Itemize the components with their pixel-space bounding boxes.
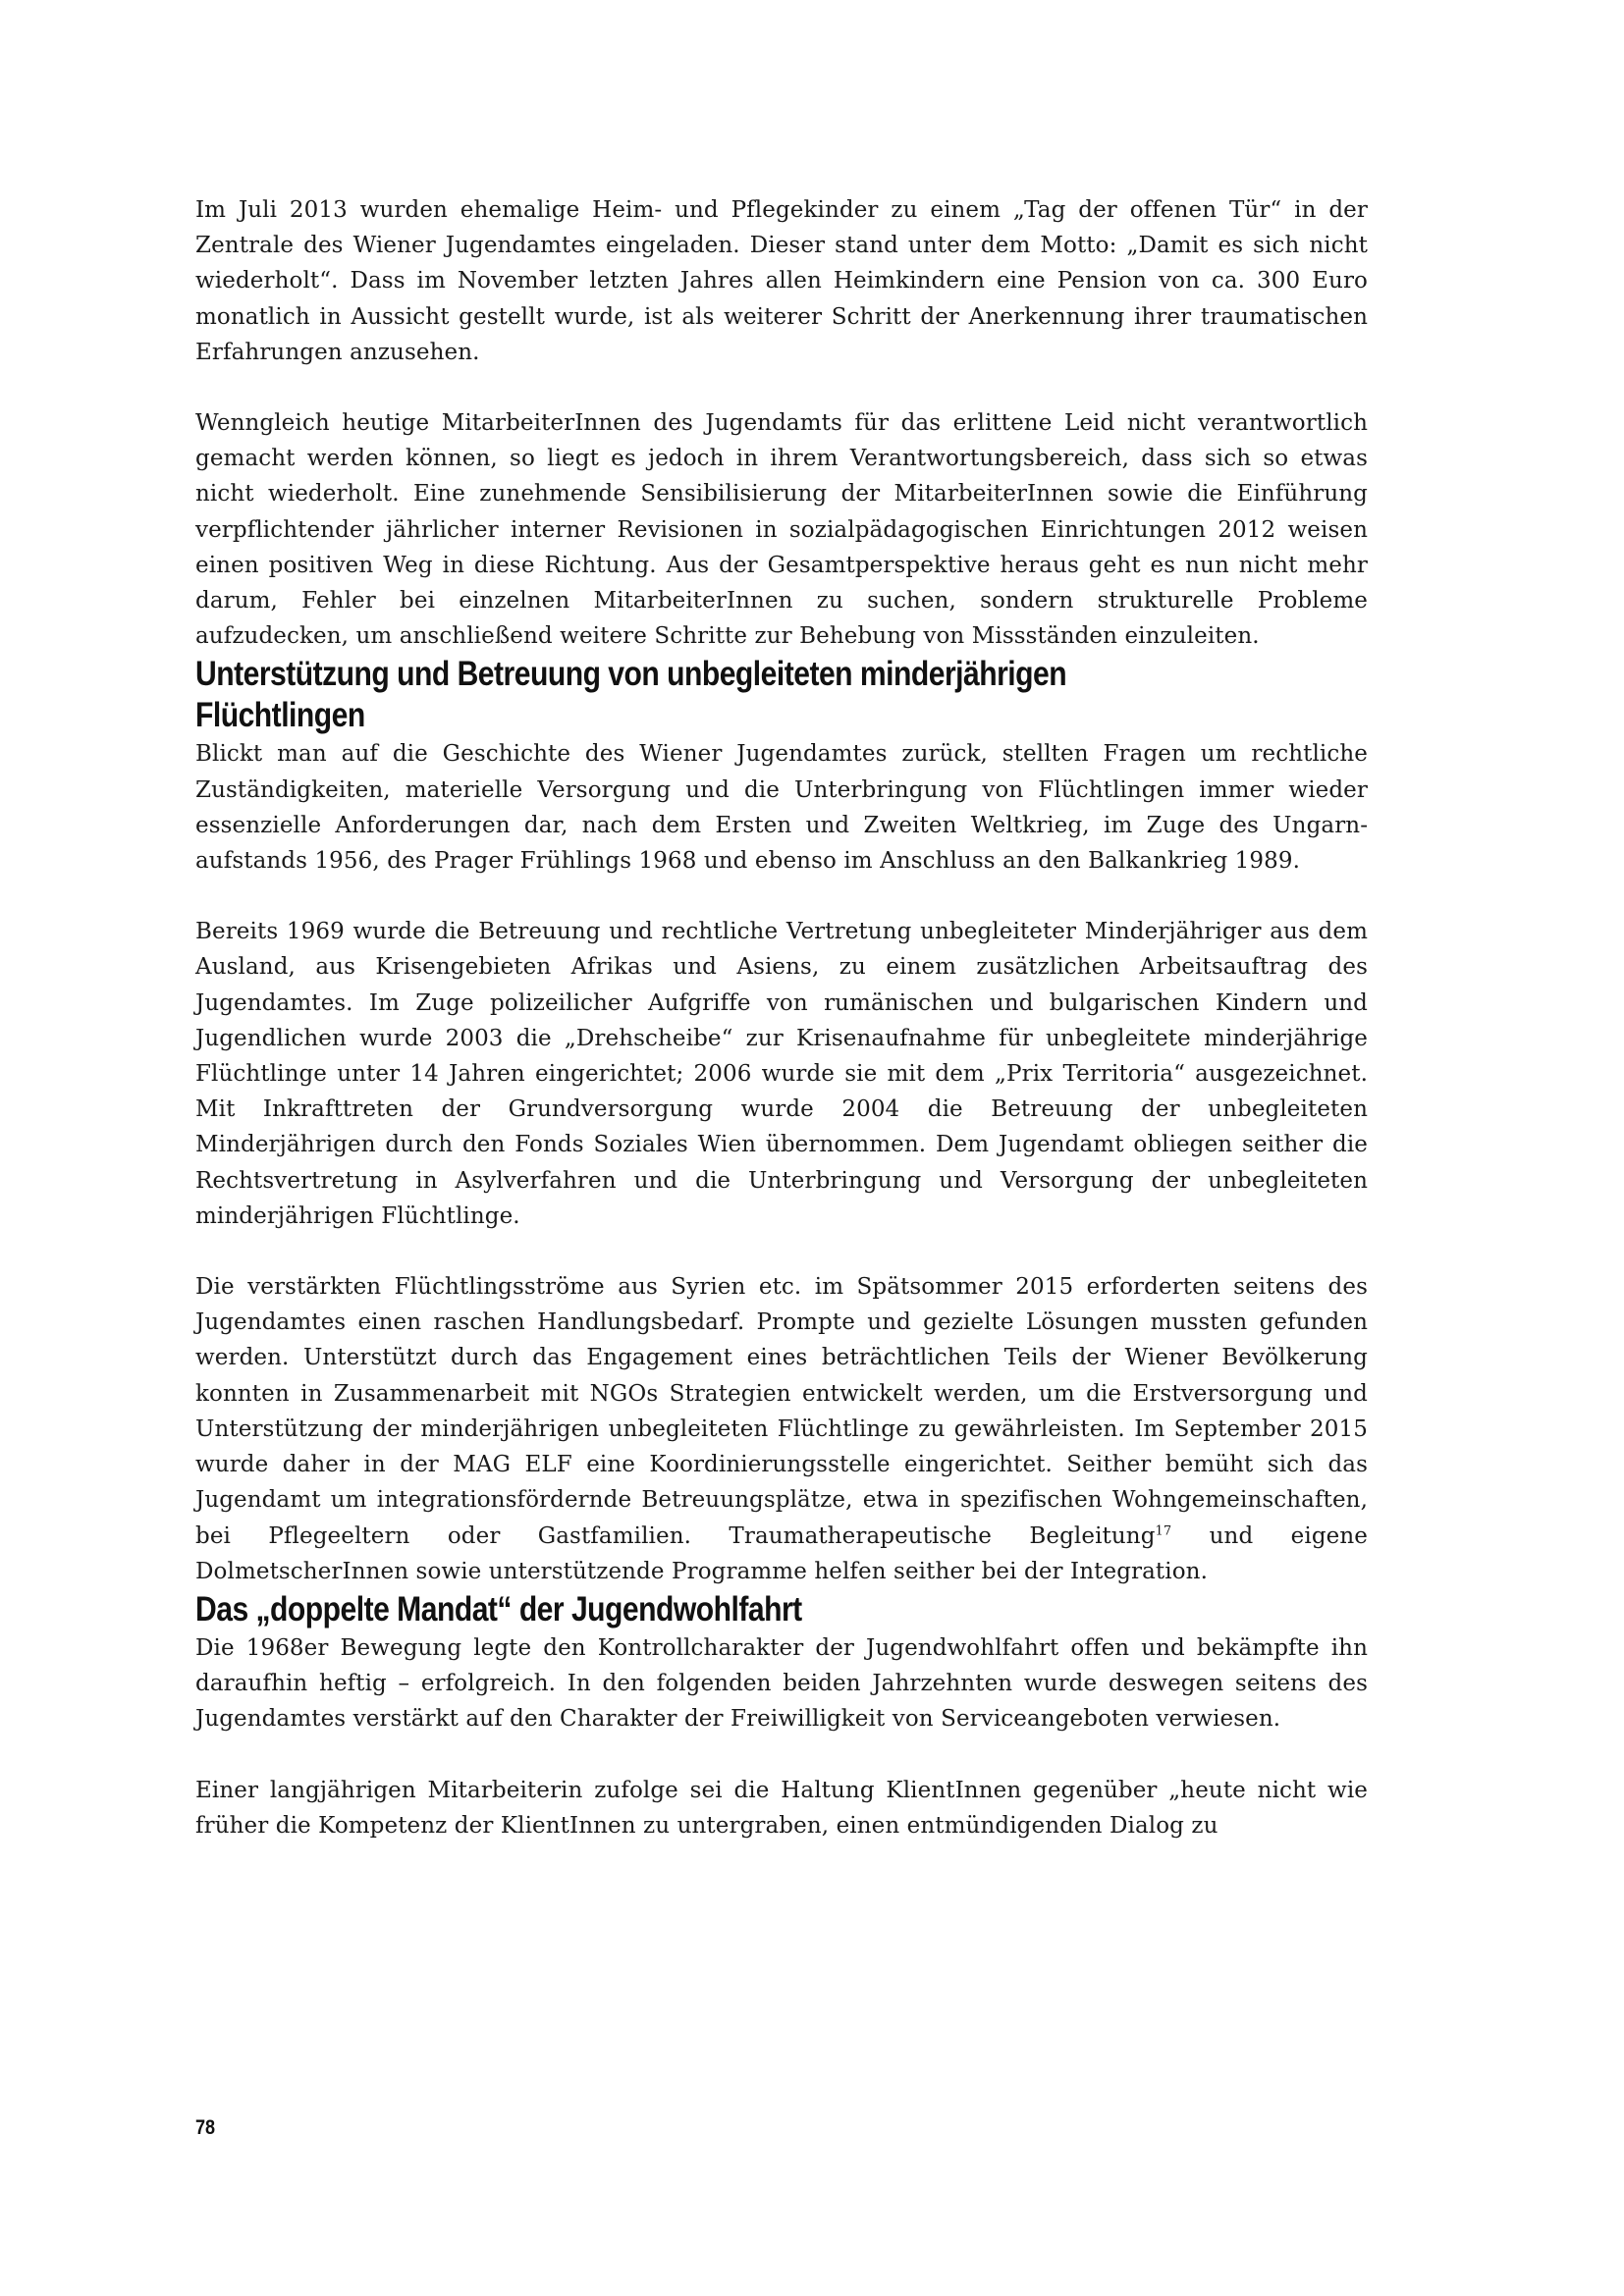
paragraph-intro-1: Im Juli 2013 wurden ehemalige Heim- und Pflegekinder zu einem „Tag der offenen Tür“ in der Zentrale des Wiener Jugendamtes eingeladen. Dieser stand unter dem Motto: „Damit es sich nicht wiederholt“. Dass im November letzten Jahres allen Heimkindern eine Pension von ca. 300 Euro monatlich in Aussicht gestellt wurde, ist als weiterer Schritt der Anerkennung ihrer traumatischen Erfahrungen anzusehen. xyxy=(195,197,1368,365)
paragraph-intro-2: Wenngleich heutige MitarbeiterInnen des Jugendamts für das erlittene Leid nicht verantwortlich gemacht werden können, so liegt es jedoch in ihrem Verantwortungsbereich, dass sich so etwas nicht wiederholt. Eine zunehmende Sensibilisierung der MitarbeiterInnen sowie die Einführung verpflichtender jährlicher interner Revisionen in sozialpädagogischen Einrichtungen 2012 weisen einen positiven Weg in diese Richtung. Aus der Gesamtperspektive heraus geht es nun nicht mehr darum, Fehler bei einzelnen MitarbeiterInnen zu suchen, sondern strukturelle Probleme aufzudecken, um anschließend weitere Schritte zur Behebung von Missständen einzuleiten. xyxy=(195,410,1368,650)
page-content xyxy=(195,192,1368,1843)
paragraph-mandat-2: Einer langjährigen Mitarbeiterin zufolge sei die Haltung KlientInnen gegenüber „heute nicht wie früher die Kompetenz der KlientInnen zu untergraben, einen entmündigenden Dialog zu xyxy=(195,1777,1368,1839)
page-number: 78 xyxy=(195,2116,216,2139)
paragraph-fluechtlinge-3-text-a: Die verstärkten Flüchtlingsströme aus Syrien etc. im Spätsommer 2015 erforderten seitens des Jugendamtes einen raschen Handlungsbedarf. Prompte und gezielte Lösungen mussten gefunden werden. Unterstützt durch das Engagement eines beträchtlichen Teils der Wiener Bevölkerung konnten in Zusammenarbeit mit NGOs Strategien entwickelt werden, um die Erstversorgung und Unterstützung der minderjährigen unbegleiteten Flüchtlinge zu gewährleisten. Im September 2015 wurde daher in der MAG ELF eine Koordinierungsstelle eingerichtet. Seither bemüht sich das Jugendamt um integrationsfördernde Betreuungsplätze, etwa in spezifischen Wohngemeinschaften, bei Pflegeeltern oder Gastfamilien. Traumatherapeutische Begleitung xyxy=(195,1274,1368,1549)
paragraph-fluechtlinge-3 xyxy=(195,1269,1368,1589)
paragraph-mandat-1: Die 1968er Bewegung legte den Kontrollcharakter der Jugendwohlfahrt offen und bekämpfte ihn daraufhin heftig – erfolgreich. In den folgenden beiden Jahrzehnten wurde deswegen seitens des Jugendamtes verstärkt auf den Charakter der Freiwilligkeit von Serviceangeboten verwiesen. xyxy=(195,1634,1368,1733)
section-heading-fluechtlinge-line2: Flüchtlingen xyxy=(195,696,365,735)
section-heading-doppeltes-mandat: Das „doppelte Mandat“ der Jugendwohlfahrt xyxy=(195,1589,802,1629)
section-heading-fluechtlinge xyxy=(195,654,1369,736)
paragraph-fluechtlinge-3-text-b: und eigene DolmetscherInnen sowie unterstützende Programme helfen seither bei der Integration. xyxy=(195,1522,1368,1584)
paragraph-fluechtlinge-1: Blickt man auf die Geschichte des Wiener Jugendamtes zurück, stellten Fragen um rechtliche Zuständigkeiten, materielle Versorgung und die Unterbringung von Flüchtlingen immer wieder essenzielle Anforderungen dar, nach dem Ersten und Zweiten Weltkrieg, im Zuge des Ungarnaufstands 1956, des Prager Frühlings 1968 und ebenso im Anschluss an den Balkankrieg 1989. xyxy=(195,741,1368,875)
paragraph-fluechtlinge-2: Bereits 1969 wurde die Betreuung und rechtliche Vertretung unbegleiteter Minderjähriger aus dem Ausland, aus Krisengebieten Afrikas und Asiens, zu einem zusätzlichen Arbeitsauftrag des Jugendamtes. Im Zuge polizeilicher Aufgriffe von rumänischen und bulgarischen Kindern und Jugendlichen wurde 2003 die „Drehscheibe“ zur Krisenaufnahme für unbegleitete minderjährige Flüchtlinge unter 14 Jahren eingerichtet; 2006 wurde sie mit dem „Prix Territoria“ ausgezeichnet. Mit Inkrafttreten der Grundversorgung wurde 2004 die Betreuung der unbegleiteten Minderjährigen durch den Fonds Soziales Wien übernommen. Dem Jugendamt obliegen seither die Rechtsvertretung in Asylverfahren und die Unterbringung und Versorgung der unbegleiteten minderjährigen Flüchtlinge. xyxy=(195,919,1368,1229)
section-heading-fluechtlinge-line1: Unterstützung und Betreuung von unbegleiteten minderjährigen xyxy=(195,655,1067,694)
footnote-reference: 17 xyxy=(1155,1522,1172,1538)
